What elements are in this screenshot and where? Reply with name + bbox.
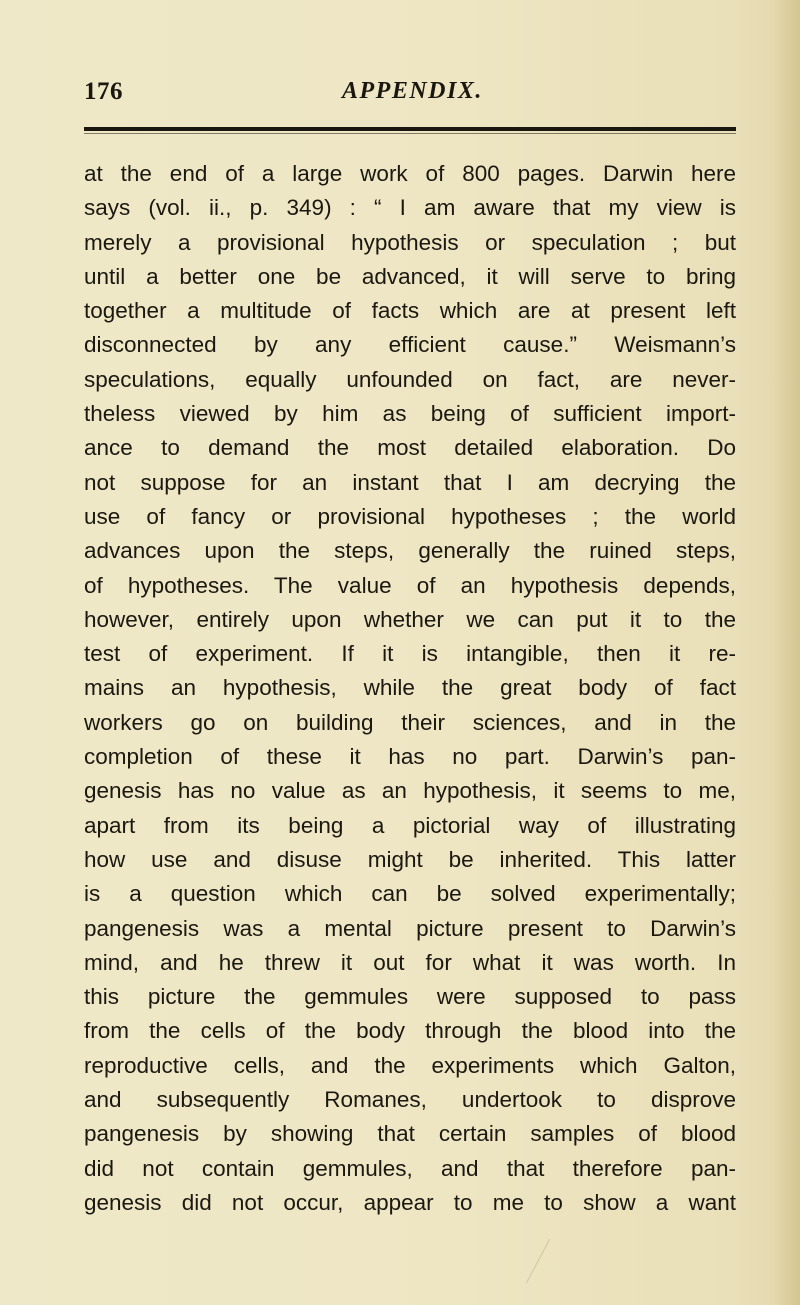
text-line: merely a provisional hypothesis or speculation ; but bbox=[84, 229, 736, 255]
text-line: pangenesis by showing that certain samples of blood bbox=[84, 1121, 736, 1147]
section-title: APPENDIX. bbox=[342, 78, 483, 104]
body-text bbox=[84, 157, 736, 1220]
text-line: genesis did not occur, appear to me to show a want bbox=[84, 1189, 736, 1215]
text-line: from the cells of the body through the blood into the bbox=[84, 1018, 736, 1044]
running-head bbox=[84, 78, 736, 112]
text-line: is a question which can be solved experimentally; bbox=[84, 881, 736, 907]
text-line: test of experiment. If it is intangible, then it re- bbox=[84, 641, 736, 667]
page-edge-shadow bbox=[774, 0, 800, 1305]
text-line: says (vol. ii., p. 349) : “ I am aware that my view is bbox=[84, 195, 736, 221]
text-line: how use and disuse might be inherited. This latter bbox=[84, 846, 736, 872]
text-line: did not contain gemmules, and that therefore pan- bbox=[84, 1155, 736, 1181]
page-number: 176 bbox=[84, 78, 123, 105]
text-line: mind, and he threw it out for what it was worth. In bbox=[84, 949, 736, 975]
text-line: until a better one be advanced, it will serve to bring bbox=[84, 263, 736, 289]
text-line: mains an hypothesis, while the great body of fact bbox=[84, 675, 736, 701]
text-line: pangenesis was a mental picture present to Darwin’s bbox=[84, 915, 736, 941]
text-line: at the end of a large work of 800 pages. Darwin here bbox=[84, 161, 736, 186]
text-line: workers go on building their sciences, and in the bbox=[84, 709, 736, 735]
text-line: together a multitude of facts which are at present left bbox=[84, 298, 736, 324]
text-line: not suppose for an instant that I am decrying the bbox=[84, 469, 736, 495]
text-line: theless viewed by him as being of sufficient import- bbox=[84, 401, 736, 427]
text-line: speculations, equally unfounded on fact, are never- bbox=[84, 366, 736, 392]
text-line: this picture the gemmules were supposed to pass bbox=[84, 984, 736, 1010]
text-line: however, entirely upon whether we can put it to the bbox=[84, 606, 736, 632]
text-line: disconnected by any efficient cause.” Weismann’s bbox=[84, 332, 736, 358]
header-rule bbox=[84, 127, 736, 131]
pencil-mark bbox=[526, 1239, 572, 1295]
text-line: ance to demand the most detailed elaboration. Do bbox=[84, 435, 736, 461]
text-line: advances upon the steps, generally the ruined steps, bbox=[84, 538, 736, 564]
text-line: use of fancy or provisional hypotheses ; the world bbox=[84, 503, 736, 529]
text-line: genesis has no value as an hypothesis, it seems to me, bbox=[84, 778, 736, 804]
text-line: apart from its being a pictorial way of illustrating bbox=[84, 812, 736, 838]
text-line: reproductive cells, and the experiments which Galton, bbox=[84, 1052, 736, 1078]
text-line: completion of these it has no part. Darwin’s pan- bbox=[84, 744, 736, 770]
text-line: of hypotheses. The value of an hypothesis depends, bbox=[84, 572, 736, 598]
text-line: and subsequently Romanes, undertook to disprove bbox=[84, 1087, 736, 1113]
header-rule-thin bbox=[84, 133, 736, 134]
